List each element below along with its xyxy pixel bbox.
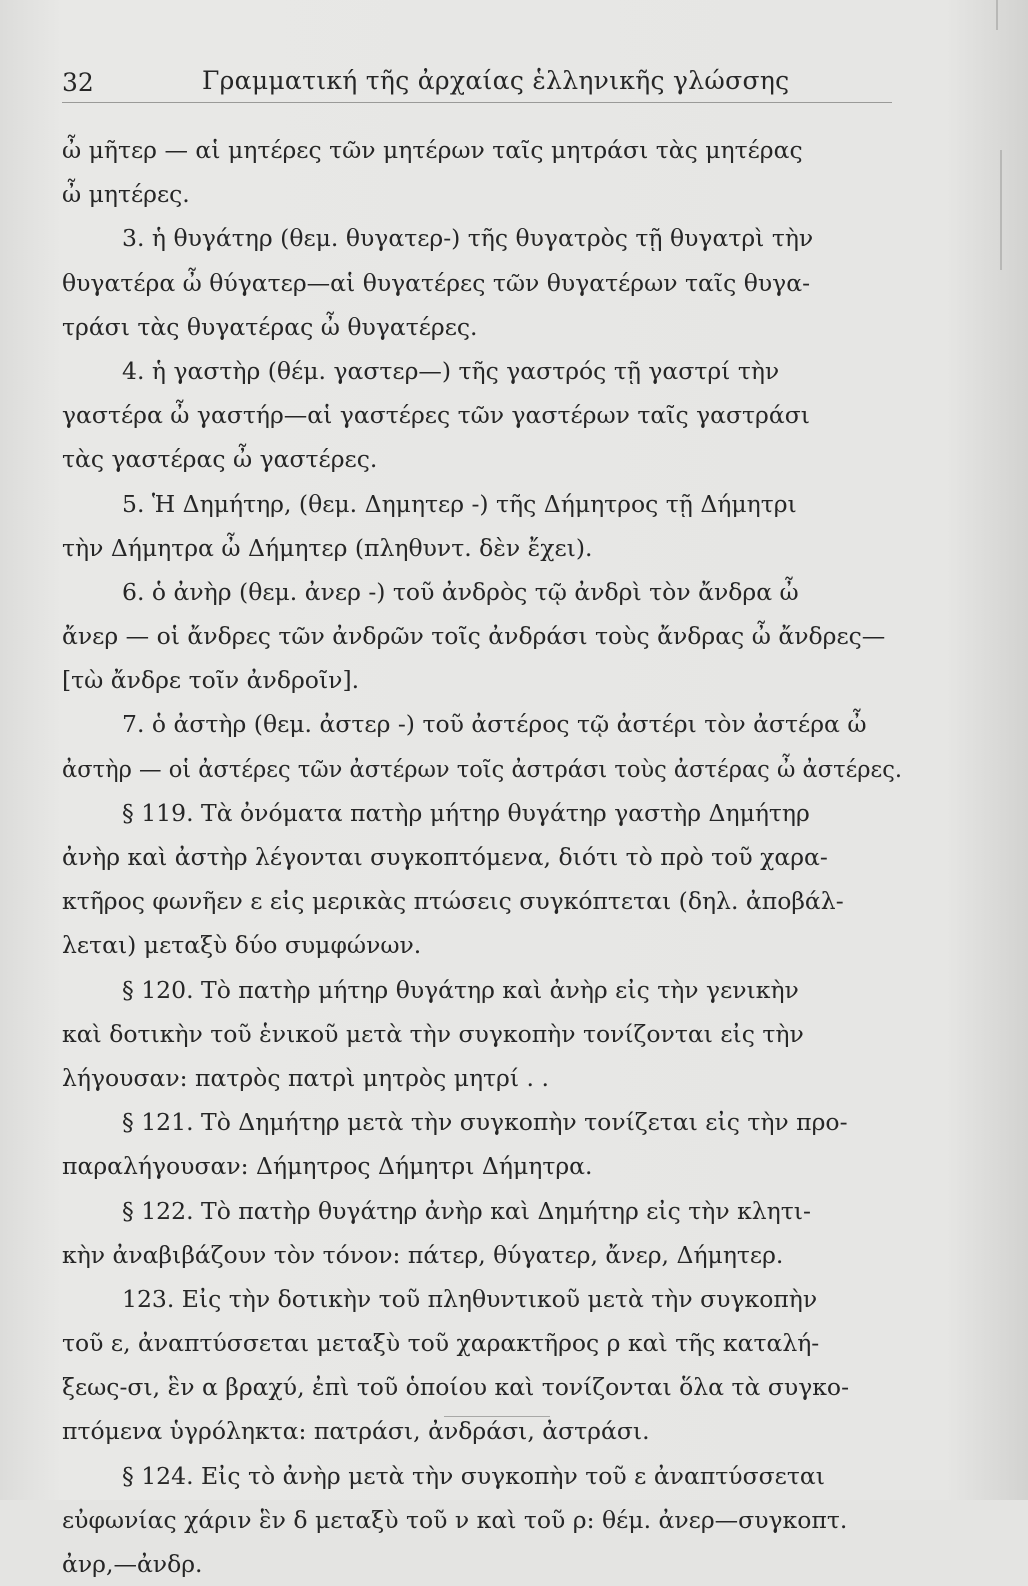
running-title: Γραμματική τῆς ἀρχαίας ἑλληνικῆς γλώσσης <box>202 66 790 95</box>
text-line: § 120. Τὸ πατὴρ μήτηρ θυγάτηρ καὶ ἀνὴρ εἰς τὴν γενικὴν <box>122 975 799 1004</box>
text-line: 6. ὁ ἀνὴρ (θεμ. ἀνερ -) τοῦ ἀνδρὸς τῷ ἀνδρὶ τὸν ἄνδρα ὦ <box>122 577 799 606</box>
text-line: τὰς γαστέρας ὦ γαστέρες. <box>62 445 378 474</box>
text-line: ὦ μῆτερ — αἱ μητέρες τῶν μητέρων ταῖς μητράσι τὰς μητέρας <box>62 136 803 164</box>
text-line: καὶ δοτικὴν τοῦ ἑνικοῦ μετὰ τὴν συγκοπὴν τονίζονται εἰς τὴν <box>62 1019 804 1048</box>
text-line: 5. Ἡ Δημήτηρ, (θεμ. Δημητερ -) τῆς Δήμητρος τῇ Δήμητρι <box>122 489 797 518</box>
text-line: κὴν ἀναβιβάζουν τὸν τόνον: πάτερ, θύγατερ, ἄνερ, Δήμητερ. <box>62 1240 784 1269</box>
end-rule <box>444 1416 550 1417</box>
text-line: ἄνερ — οἱ ἄνδρες τῶν ἀνδρῶν τοῖς ἀνδράσι τοὺς ἄνδρας ὦ ἄνδρες— <box>62 622 886 651</box>
text-line: λήγουσαν: πατρὸς πατρὶ μητρὸς μητρί . . <box>62 1063 549 1092</box>
text-line: ξεως-σι, ἓν α βραχύ, ἐπὶ τοῦ ὁποίου καὶ τονίζονται ὅλα τὰ συγκο- <box>62 1373 850 1402</box>
text-line: εὐφωνίας χάριν ἓν δ μεταξὺ τοῦ ν καὶ τοῦ ρ: θέμ. ἀνερ—συγκοπτ. <box>62 1505 848 1534</box>
page-header <box>62 62 892 103</box>
text-line: 4. ἡ γαστὴρ (θέμ. γαστερ—) τῆς γαστρός τῇ γαστρί τὴν <box>122 356 780 385</box>
text-line: θυγατέρα ὦ θύγατερ—αἱ θυγατέρες τῶν θυγατέρων ταῖς θυγα- <box>62 268 811 297</box>
text-line: § 124. Εἰς τὸ ἀνὴρ μετὰ τὴν συγκοπὴν τοῦ ε ἀναπτύσσεται <box>122 1461 825 1490</box>
text-line: κτῆρος φωνῆεν ε εἰς μερικὰς πτώσεις συγκόπτεται (δηλ. ἀποβάλ- <box>62 887 844 916</box>
text-line: τὴν Δήμητρα ὦ Δήμητερ (πληθυντ. δὲν ἔχει). <box>62 533 593 562</box>
body-text <box>62 128 902 1586</box>
text-line: § 122. Τὸ πατὴρ θυγάτηρ ἀνὴρ καὶ Δημήτηρ εἰς τὴν κλητι- <box>122 1196 811 1225</box>
text-line: ἀστὴρ — οἱ ἀστέρες τῶν ἀστέρων τοῖς ἀστράσι τοὺς ἀστέρας ὦ ἀστέρες. <box>62 754 902 783</box>
text-line: 3. ἡ θυγάτηρ (θεμ. θυγατερ-) τῆς θυγατρὸς τῇ θυγατρὶ τὴν <box>122 224 814 253</box>
text-line: λεται) μεταξὺ δύο συμφώνων. <box>62 931 422 960</box>
text-line: [τὼ ἄνδρε τοῖν ἀνδροῖν]. <box>62 666 360 695</box>
text-line: πτόμενα ὑγρόληκτα: πατράσι, ἀνδράσι, ἀστράσι. <box>62 1417 650 1446</box>
text-line: 123. Εἰς τὴν δοτικὴν τοῦ πληθυντικοῦ μετὰ τὴν συγκοπὴν <box>122 1284 818 1313</box>
text-line: ἀνρ,—ἀνδρ. <box>62 1550 203 1578</box>
page-edge-mark <box>996 0 998 30</box>
text-line: τράσι τὰς θυγατέρας ὦ θυγατέρες. <box>62 312 478 341</box>
text-line: § 121. Τὸ Δημήτηρ μετὰ τὴν συγκοπὴν τονίζεται εἰς τὴν προ- <box>122 1108 848 1137</box>
text-line: γαστέρα ὦ γαστήρ—αἱ γαστέρες τῶν γαστέρων ταῖς γαστράσι <box>62 401 810 430</box>
text-line: § 119. Τὰ ὀνόματα πατὴρ μήτηρ θυγάτηρ γαστὴρ Δημήτηρ <box>122 798 810 827</box>
page-edge-mark <box>1000 150 1002 270</box>
text-line: ἀνὴρ καὶ ἀστὴρ λέγονται συγκοπτόμενα, διότι τὸ πρὸ τοῦ χαρα- <box>62 843 828 871</box>
text-line: 7. ὁ ἀστὴρ (θεμ. ἀστερ -) τοῦ ἀστέρος τῷ ἀστέρι τὸν ἀστέρα ὦ <box>122 710 867 739</box>
text-line: ὦ μητέρες. <box>62 180 190 209</box>
text-line: τοῦ ε, ἀναπτύσσεται μεταξὺ τοῦ χαρακτῆρος ρ καὶ τῆς καταλή- <box>62 1329 820 1358</box>
page-number: 32 <box>62 68 94 97</box>
text-line: παραλήγουσαν: Δήμητρος Δήμητρι Δήμητρα. <box>62 1152 593 1181</box>
